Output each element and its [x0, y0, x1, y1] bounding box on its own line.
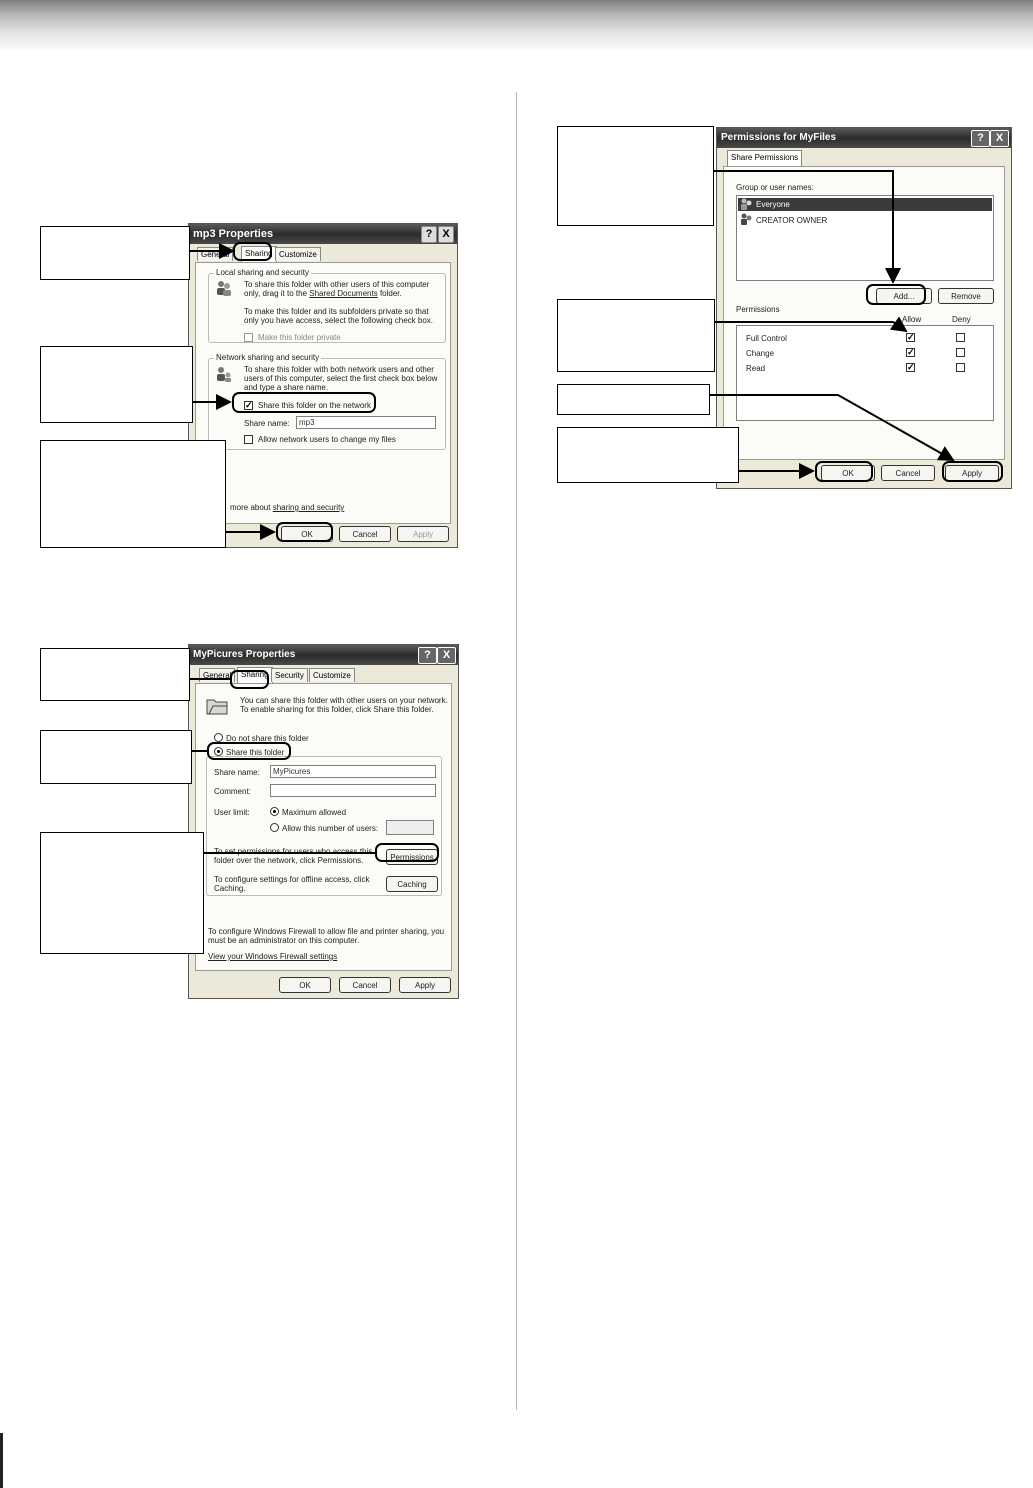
user-creator-owner[interactable]: CREATOR OWNER — [756, 216, 828, 225]
remove-button[interactable]: Remove — [938, 288, 994, 304]
change-allow-checkbox[interactable]: ✓ — [907, 347, 915, 357]
dialog-title: Permissions for MyFiles — [717, 128, 1011, 148]
network-text: To share this folder with both network users and other users of this computer, select the first check box below and type a share name. — [244, 365, 438, 392]
help-icon[interactable]: ? — [971, 130, 990, 147]
local-text-1b-part: only, drag it to the — [244, 289, 307, 298]
group-label: Group or user names: — [736, 183, 814, 192]
perm-name-read: Read — [746, 364, 766, 373]
network-group-title: Network sharing and security — [216, 353, 320, 362]
allow-header: Allow — [902, 315, 922, 324]
leader-arrow — [714, 171, 893, 282]
cancel-button[interactable]: Cancel — [339, 977, 391, 993]
local-text-1c: folder. — [379, 289, 402, 298]
intro-text: You can share this folder with other users on your network. To enable sharing for this folder, click Share this folder. — [240, 696, 448, 714]
tab-general[interactable]: General — [197, 247, 233, 261]
sharing-security-link[interactable]: sharing and security — [272, 503, 345, 512]
share-on-network-label: Share this folder on the network — [258, 401, 371, 410]
shared-documents-link[interactable]: Shared Documents — [309, 289, 378, 298]
close-icon[interactable]: X — [990, 130, 1009, 147]
share-this-folder-label: Share this folder — [226, 748, 285, 757]
tab-sharing[interactable]: Sharing — [241, 246, 277, 262]
permissions-label: Permissions — [736, 305, 780, 314]
make-private-label: Make this folder private — [258, 333, 341, 342]
local-group-title: Local sharing and security — [216, 268, 309, 277]
ok-button[interactable]: OK — [279, 977, 331, 993]
apply-button[interactable]: Apply — [945, 465, 999, 481]
share-name-input[interactable]: MyPicures — [270, 765, 436, 778]
comment-label: Comment: — [214, 787, 251, 796]
cancel-button[interactable]: Cancel — [339, 526, 391, 542]
dialog-title: MyPicures Properties — [189, 645, 458, 665]
leader-arrow — [710, 395, 953, 460]
perm-name-full-control: Full Control — [746, 334, 787, 343]
share-name-input[interactable]: mp3 — [296, 416, 436, 429]
apply-button[interactable]: Apply — [397, 526, 449, 542]
tab-sharing[interactable]: Sharing — [237, 667, 273, 683]
share-name-label: Share name: — [214, 768, 260, 777]
apply-button[interactable]: Apply — [399, 977, 451, 993]
tab-general[interactable]: General — [199, 668, 235, 682]
firewall-link[interactable]: View your Windows Firewall settings — [208, 952, 338, 961]
caching-button[interactable]: Caching — [386, 876, 438, 892]
learn-more-prefix: more about — [230, 503, 271, 512]
allow-number-label: Allow this number of users: — [282, 824, 379, 833]
tab-customize[interactable]: Customize — [275, 247, 321, 261]
firewall-text: To configure Windows Firewall to allow file and printer sharing, you must be an administrator on this computer. — [208, 927, 445, 945]
deny-header: Deny — [952, 315, 971, 324]
ok-button[interactable]: OK — [821, 465, 875, 481]
help-icon[interactable]: ? — [418, 647, 437, 664]
help-icon[interactable]: ? — [421, 226, 437, 243]
tab-share-permissions[interactable]: Share Permissions — [727, 150, 802, 166]
share-on-network-checkbox[interactable]: ✓ — [245, 400, 253, 410]
leader-arrow — [715, 322, 906, 331]
user-everyone: Everyone — [756, 200, 790, 209]
dialog-title: mp3 Properties — [189, 224, 457, 244]
close-icon[interactable]: X — [438, 226, 454, 243]
tab-customize[interactable]: Customize — [309, 668, 355, 682]
perm-name-change: Change — [746, 349, 775, 358]
local-text-2: To make this folder and its subfolders private so that only you have access, select the following check box. — [244, 307, 433, 325]
allow-change-label: Allow network users to change my files — [258, 435, 396, 444]
share-name-label: Share name: — [244, 419, 290, 428]
local-text-1a: To share this folder with other users of this computer — [244, 280, 430, 289]
permissions-button[interactable]: Permissions — [386, 849, 438, 865]
close-icon[interactable]: X — [437, 647, 456, 664]
caching-text: To configure settings for offline access, click Caching. — [214, 875, 370, 893]
do-not-share-label: Do not share this folder — [226, 734, 309, 743]
ok-button[interactable]: OK — [281, 526, 333, 542]
tab-security[interactable]: Security — [271, 668, 308, 682]
cancel-button[interactable]: Cancel — [881, 465, 935, 481]
max-allowed-label: Maximum allowed — [282, 808, 347, 817]
add-button[interactable]: Add... — [876, 288, 932, 304]
permissions-text: To set permissions for users who access this folder over the network, click Permissions. — [214, 847, 373, 865]
full-control-allow-checkbox[interactable]: ✓ — [907, 332, 915, 342]
user-limit-label: User limit: — [214, 808, 250, 817]
read-allow-checkbox[interactable]: ✓ — [907, 362, 915, 372]
